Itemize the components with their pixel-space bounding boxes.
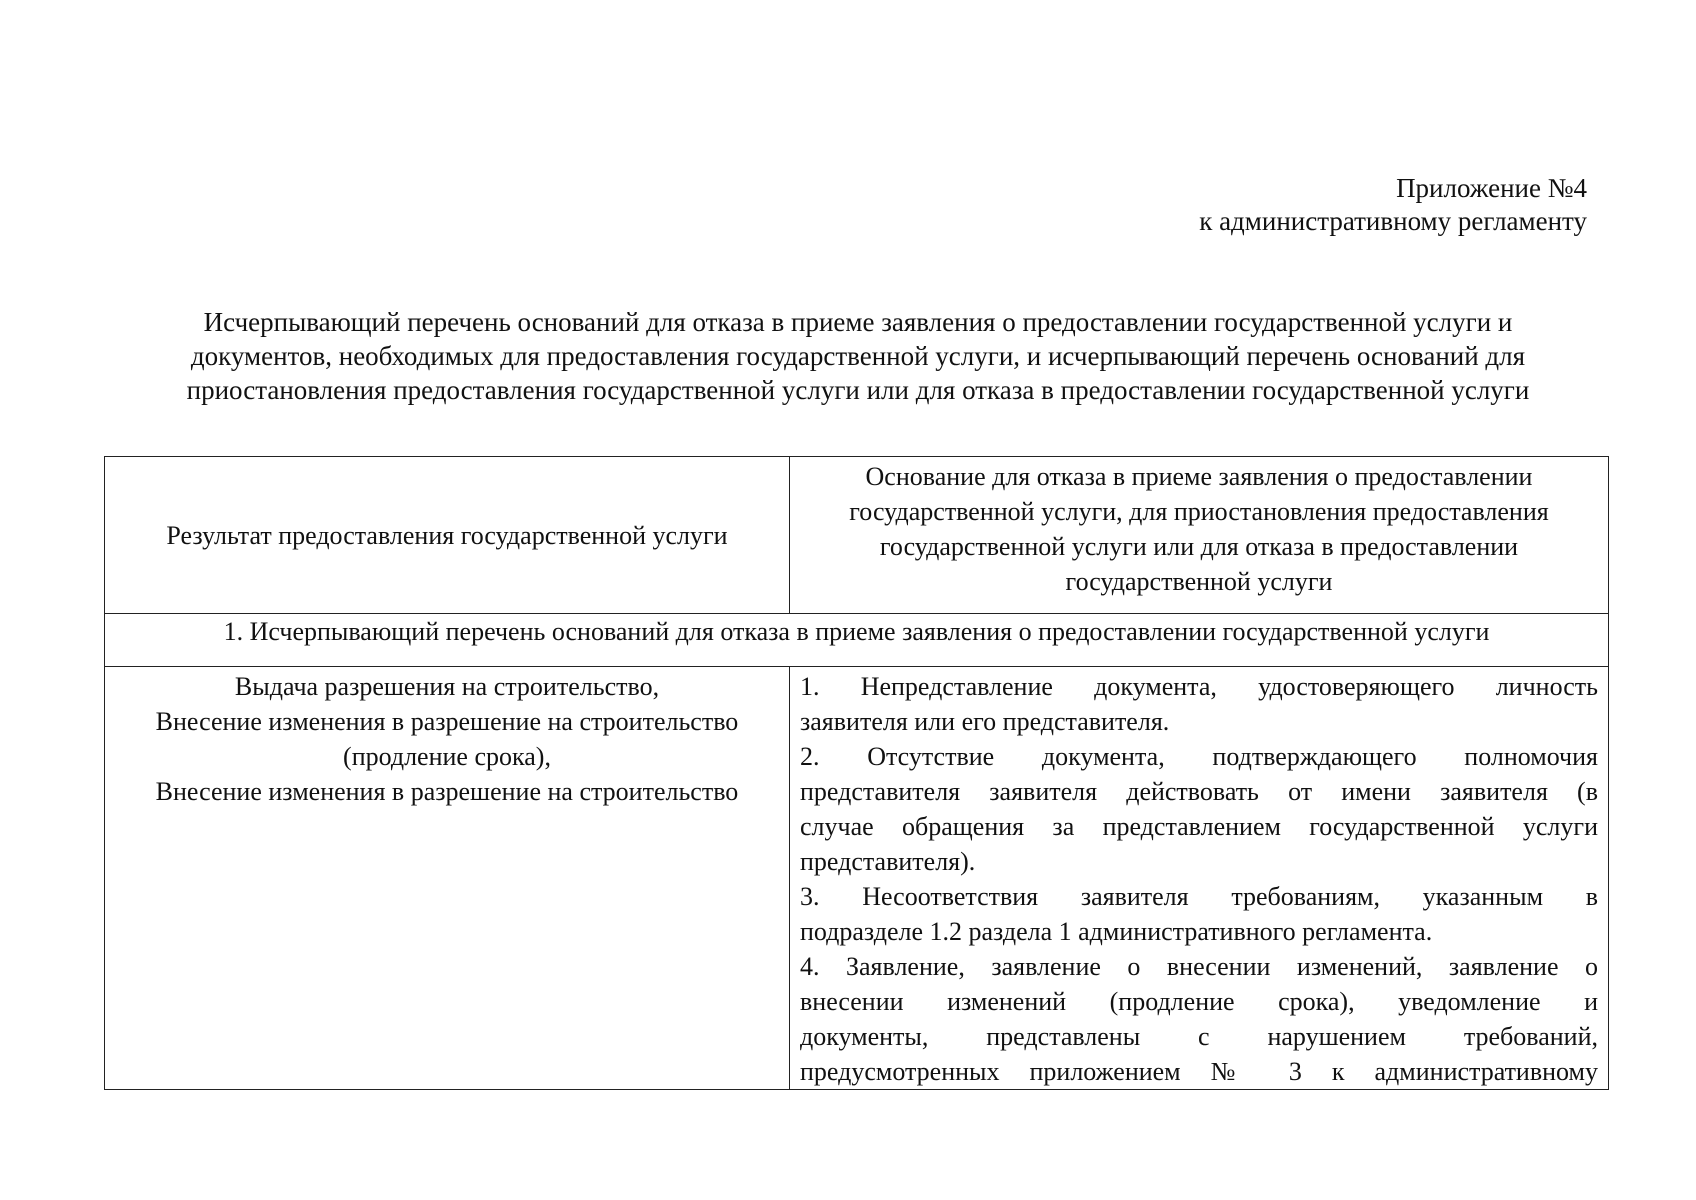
header-grounds-line: государственной услуги, для приостановления предоставления [849,497,1549,526]
result-cell [105,667,790,1090]
title-line: Исчерпывающий перечень оснований для отказа в приеме заявления о предоставлении государственной услуги и [203,307,1513,337]
grounds-line: 1. Непредставление документа, удостоверяющего личность [800,672,1598,701]
appendix-heading [1199,172,1587,238]
section-row [105,614,1609,667]
grounds-line: представителя). [800,847,976,876]
grounds-cell [790,667,1609,1090]
header-result-cell: Результат предоставления государственной услуги [105,457,790,614]
appendix-reference: к административному регламенту [1199,206,1587,236]
grounds-line: подразделе 1.2 раздела 1 административного регламента. [800,917,1433,946]
grounds-line: 2. Отсутствие документа, подтверждающего полномочия [800,742,1598,771]
grounds-line: представителя заявителя действовать от имени заявителя (в [800,777,1598,806]
title-line: приостановления предоставления государственной услуги или для отказа в предоставлении государственной услуги [186,375,1530,405]
grounds-line: внесении изменений (продление срока), уведомление и [800,987,1598,1016]
grounds-table [104,456,1609,1090]
title-line: документов, необходимых для предоставления государственной услуги, и исчерпывающий перечень оснований для [190,341,1526,371]
result-line: Выдача разрешения на строительство, [234,672,660,701]
result-line: Внесение изменения в разрешение на строительство [155,707,739,736]
document-title [130,305,1586,407]
section-1-heading: 1. Исчерпывающий перечень оснований для отказа в приеме заявления о предоставлении государственной услуги [105,614,1609,667]
header-grounds-cell [790,457,1609,614]
grounds-line: 3. Несоответствия заявителя требованиям, указанным в [800,882,1598,911]
header-grounds-line: Основание для отказа в приеме заявления о предоставлении [865,462,1533,491]
grounds-line: предусмотренных приложением № 3 к административному [800,1057,1598,1086]
grounds-line: 4. Заявление, заявление о внесении изменений, заявление о [800,952,1598,981]
table-header-row [105,457,1609,614]
result-line: (продление срока), [343,742,551,771]
header-grounds-line: государственной услуги или для отказа в предоставлении [879,532,1519,561]
grounds-line: заявителя или его представителя. [800,707,1170,736]
appendix-number: Приложение №4 [1396,173,1587,203]
table-row [105,667,1609,1090]
header-grounds-line: государственной услуги [1065,567,1333,596]
result-line: Внесение изменения в разрешение на строительство [155,777,739,806]
grounds-line: документы, представлены с нарушением требований, [800,1022,1598,1051]
grounds-line: случае обращения за представлением государственной услуги [800,812,1598,841]
